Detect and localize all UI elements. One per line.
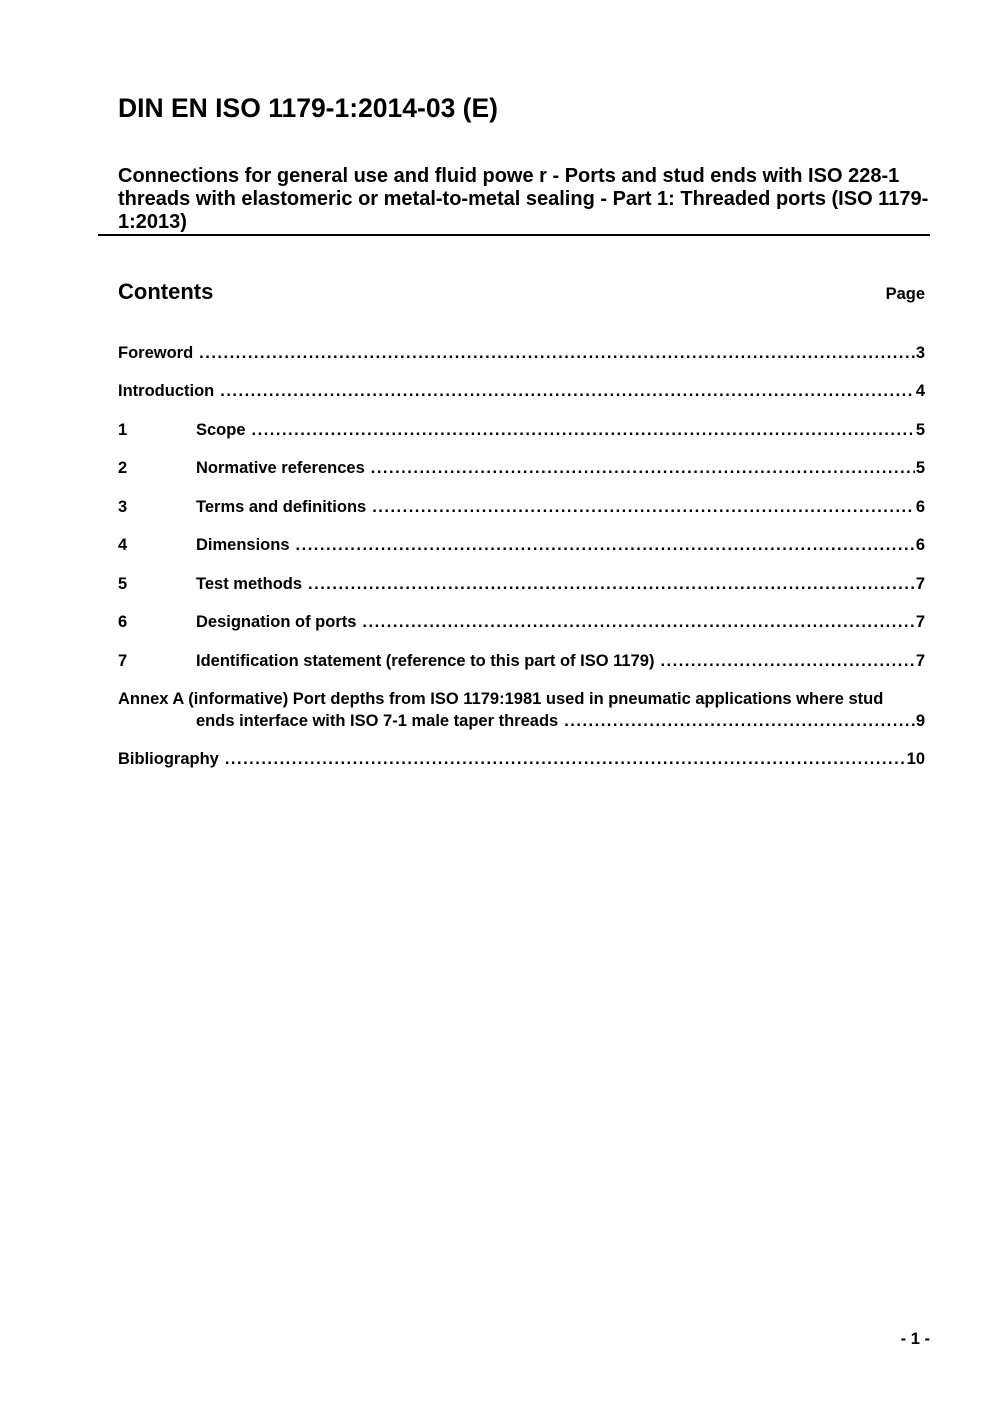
toc-entry-line [118, 711, 925, 733]
toc-leader-dots [225, 749, 906, 771]
toc-entry-title: Introduction [118, 382, 215, 400]
subtitle-line: Connections for general use and fluid powe r - Ports and stud ends with ISO 228-1 [118, 165, 900, 187]
toc-entry-number: 2 [118, 459, 128, 477]
toc-entry [118, 612, 925, 634]
toc-entry-title: Bibliography [118, 750, 219, 768]
toc-leader-dots [371, 458, 915, 480]
toc-entry [118, 535, 925, 557]
toc-entry [118, 749, 925, 771]
toc-entry-page: 7 [915, 651, 925, 670]
toc-entry [118, 343, 925, 365]
toc-entry-title: Test methods [196, 574, 303, 593]
toc-entry-page: 6 [915, 497, 925, 516]
toc-entry-title: Designation of ports [196, 613, 357, 631]
toc-entry-title: Normative references [196, 459, 365, 477]
footer-page-number: - 1 - [900, 1330, 930, 1348]
toc-entry-page: 9 [915, 711, 925, 730]
toc-entry-line [118, 420, 925, 442]
toc-entry [118, 574, 925, 596]
toc-entry-line [118, 749, 925, 771]
toc-entry-number: 7 [118, 651, 128, 670]
toc-entry-number: 4 [118, 536, 128, 554]
toc-leader-dots [199, 343, 915, 365]
document-code-heading: DIN EN ISO 1179-1:2014-03 (E) [118, 93, 499, 123]
toc-entry-line [118, 612, 925, 634]
toc-entry-page: 5 [915, 459, 925, 477]
toc-entry-title: Scope [196, 420, 246, 439]
toc-entry-line [118, 381, 925, 403]
toc-entry-line [118, 458, 925, 480]
toc-entry [118, 458, 925, 480]
toc-entry-page: 5 [915, 420, 925, 439]
toc-entry-line [118, 574, 925, 596]
toc-leader-dots [660, 651, 914, 673]
toc-leader-dots [372, 497, 915, 519]
toc-entry-line [118, 689, 925, 711]
subtitle-line: 1:2013) [118, 211, 187, 233]
toc-entry-page: 10 [906, 750, 925, 768]
toc-entry-page: 4 [915, 382, 925, 400]
toc-entry [118, 651, 925, 673]
toc-entry-title: Annex A (informative) Port depths from ISO 1179:1981 used in pneumatic applications where stud [118, 690, 884, 708]
table-of-contents [118, 343, 925, 771]
toc-entry [118, 420, 925, 442]
toc-entry-number: 5 [118, 574, 128, 593]
toc-entry-page: 6 [915, 536, 925, 554]
toc-leader-dots [308, 574, 915, 596]
toc-entry-line [118, 497, 925, 519]
document-subtitle [118, 165, 929, 234]
contents-header-row [118, 279, 925, 306]
toc-entry-number: 6 [118, 613, 128, 631]
toc-entry-line [118, 343, 925, 365]
toc-entry-title: Foreword [118, 343, 194, 362]
toc-entry [118, 497, 925, 519]
contents-heading: Contents [118, 279, 214, 304]
subtitle-line: threads with elastomeric or metal-to-metal sealing - Part 1: Threaded ports (ISO 1179- [118, 188, 929, 210]
toc-entry-line [118, 651, 925, 673]
toc-leader-dots [564, 711, 915, 733]
toc-leader-dots [252, 420, 915, 442]
toc-entry-number: 1 [118, 420, 128, 439]
toc-entry-line [118, 535, 925, 557]
toc-entry [118, 689, 925, 732]
toc-leader-dots [296, 535, 915, 557]
toc-entry-title: ends interface with ISO 7-1 male taper threads [196, 711, 559, 730]
toc-leader-dots [362, 612, 914, 634]
title-divider [98, 234, 930, 236]
toc-entry-title: Terms and definitions [196, 497, 367, 516]
page-column-label: Page [885, 285, 925, 303]
toc-entry-title: Identification statement (reference to this part of ISO 1179) [196, 651, 655, 670]
page-content [118, 0, 929, 771]
toc-entry-page: 3 [915, 343, 925, 362]
toc-entry [118, 381, 925, 403]
toc-leader-dots [220, 381, 915, 403]
toc-entry-page: 7 [915, 613, 925, 631]
toc-entry-title: Dimensions [196, 536, 290, 554]
toc-entry-page: 7 [915, 574, 925, 593]
toc-entry-number: 3 [118, 497, 128, 516]
